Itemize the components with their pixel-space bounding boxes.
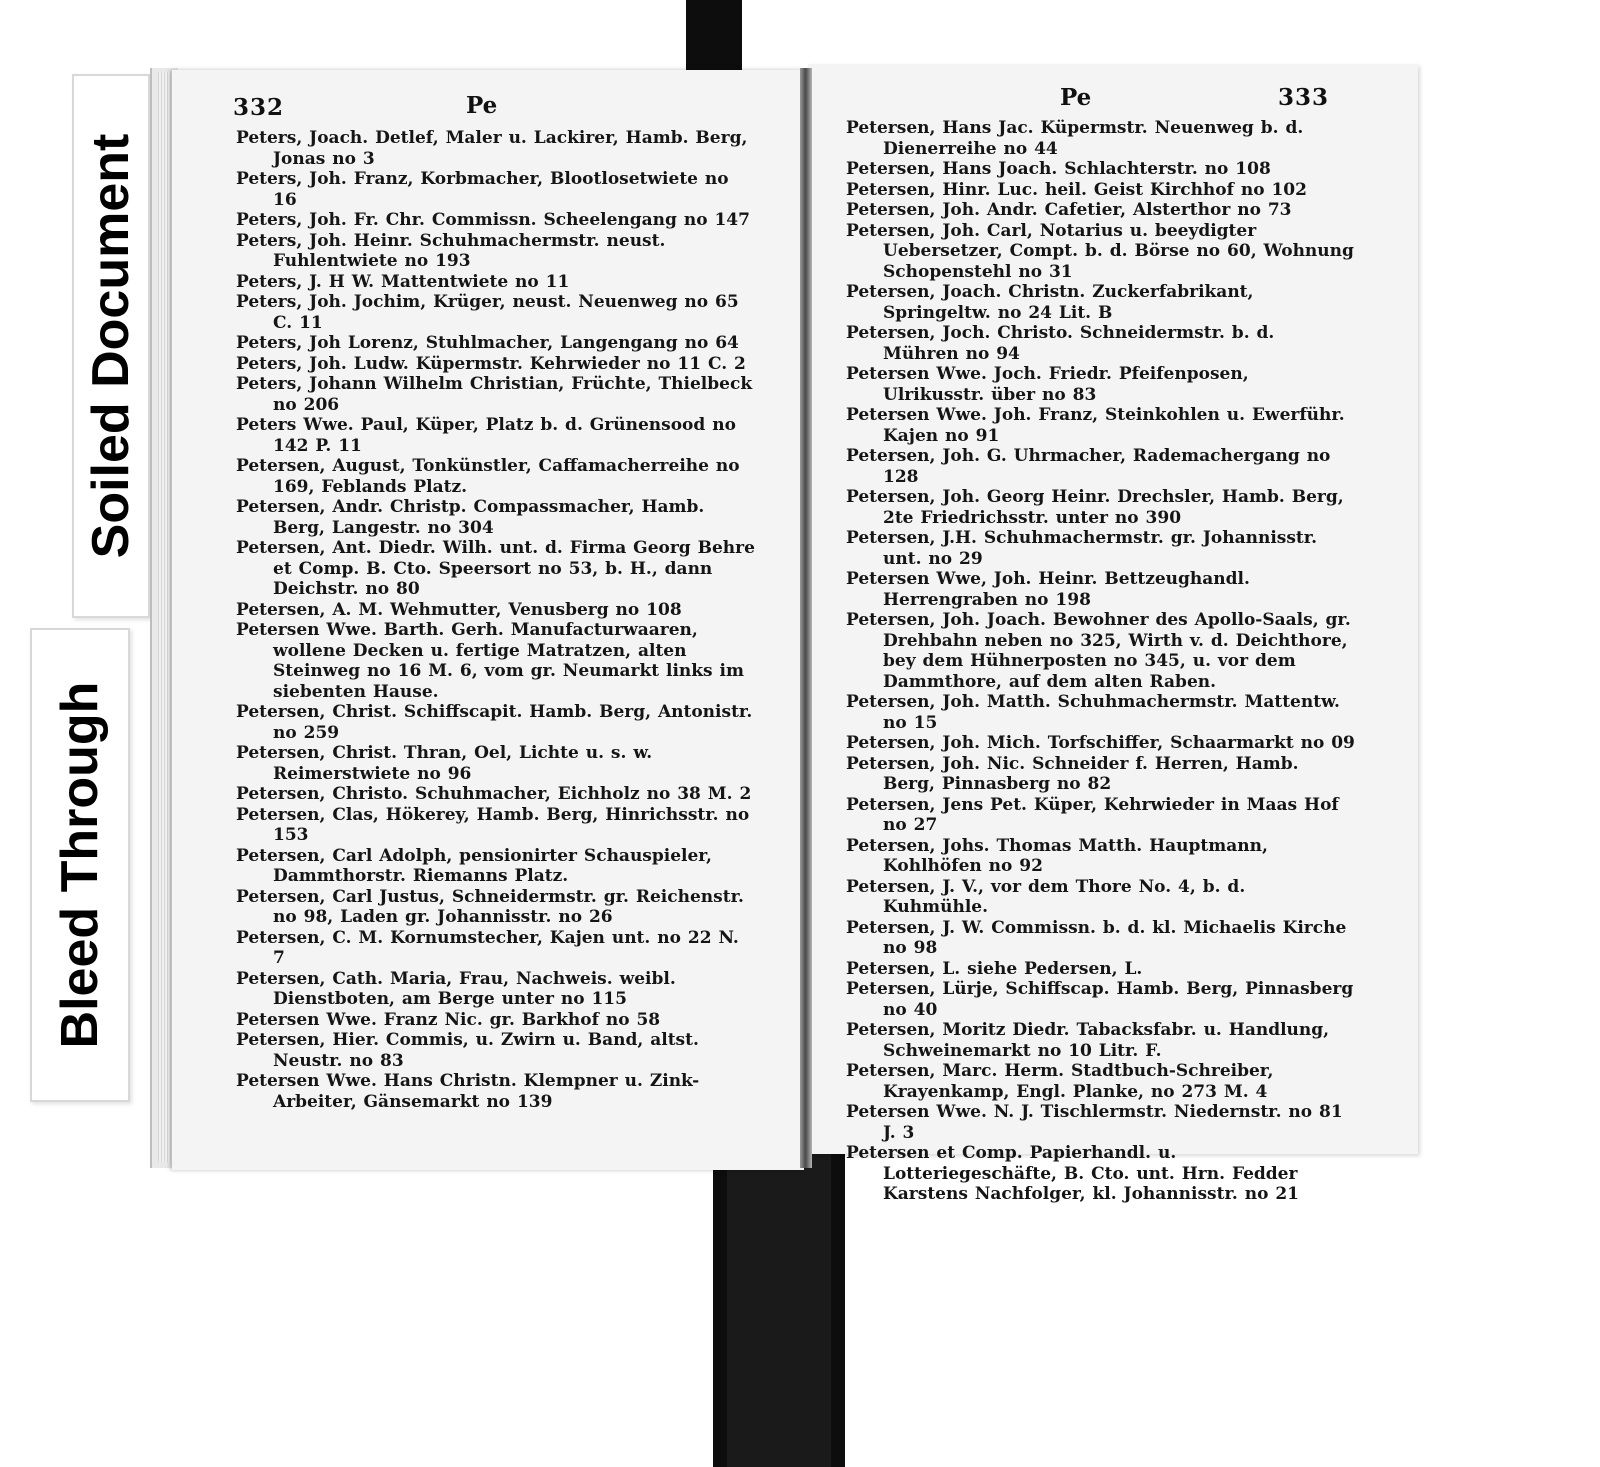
left-page-entries — [236, 128, 756, 1112]
directory-entry: Petersen, Hans Jac. Küpermstr. Neuenweg b. d. Dienerreihe no 44 — [846, 118, 1304, 159]
directory-entry: Peters, Johann Wilhelm Christian, Früchte, Thielbeck no 206 — [236, 374, 753, 415]
bleed-through-label — [30, 628, 130, 1102]
directory-entry: Petersen, Marc. Herm. Stadtbuch-Schreiber, Krayenkamp, Engl. Planke, no 273 M. 4 — [846, 1061, 1274, 1102]
directory-entry: Petersen, Joh. Nic. Schneider f. Herren, Hamb. Berg, Pinnasberg no 82 — [846, 753, 1299, 794]
soiled-document-label — [72, 74, 150, 618]
directory-entry: Petersen, Jens Pet. Küper, Kehrwieder in Maas Hof no 27 — [846, 794, 1339, 835]
directory-entry: Petersen, Carl Justus, Schneidermstr. gr. Reichenstr. no 98, Laden gr. Johannisstr. no 26 — [236, 886, 744, 927]
directory-entry: Petersen Wwe. Joh. Franz, Steinkohlen u. Ewerführ. Kajen no 91 — [846, 405, 1345, 446]
directory-entry: Petersen, Joh. G. Uhrmacher, Rademachergang no 128 — [846, 446, 1331, 487]
directory-entry: Peters, Joh. Ludw. Küpermstr. Kehrwieder no 11 C. 2 — [236, 353, 746, 374]
directory-entry: Petersen, Joh. Carl, Notarius u. beeydigter Uebersetzer, Compt. b. d. Börse no 60, Wohnung Schopenstehl no 31 — [846, 220, 1354, 282]
directory-entry: Petersen, Joh. Matth. Schuhmachermstr. Mattentw. no 15 — [846, 692, 1340, 733]
left-page-number: 332 — [233, 94, 285, 121]
directory-entry: Petersen, Clas, Hökerey, Hamb. Berg, Hinrichsstr. no 153 — [236, 804, 750, 845]
soiled-document-label-text: Soiled Document — [82, 133, 140, 559]
book-page-edges-lines — [158, 72, 172, 1162]
bleed-through-label-text: Bleed Through — [51, 681, 109, 1049]
directory-entry: Petersen, Andr. Christp. Compassmacher, Hamb. Berg, Langestr. no 304 — [236, 497, 705, 538]
directory-entry: Petersen Wwe. Barth. Gerh. Manufacturwaaren, wollene Decken u. fertige Matratzen, alten Steinweg no 16 M. 6, vom gr. Neumarkt links im siebenten Hause. — [236, 620, 744, 702]
directory-entry: Peters, Joh. Fr. Chr. Commissn. Scheelengang no 147 — [236, 210, 750, 230]
directory-entry: Petersen, Joh. Joach. Bewohner des Apollo-Saals, gr. Drehbahn neben no 325, Wirth v. d. Deichthore, bey dem Hühnerposten no 345, u. vor dem Dammthore, auf dem alten Raben. — [846, 610, 1351, 692]
directory-entry: Petersen Wwe. Franz Nic. gr. Barkhof no 58 — [236, 1009, 661, 1030]
directory-entry: Peters Wwe. Paul, Küper, Platz b. d. Grünensood no 142 P. 11 — [236, 415, 736, 456]
directory-entry: Petersen, Moritz Diedr. Tabacksfabr. u. Handlung, Schweinemarkt no 10 Litr. F. — [846, 1020, 1330, 1061]
directory-entry: Petersen, Christ. Thran, Oel, Lichte u. s. w. Reimerstwiete no 96 — [236, 743, 653, 784]
directory-entry: Petersen, Christ. Schiffscapit. Hamb. Berg, Antonistr. no 259 — [236, 702, 753, 743]
directory-entry: Petersen, Joh. Mich. Torfschiffer, Schaarmarkt no 09 — [846, 733, 1355, 753]
left-page-header: Pe — [466, 92, 498, 119]
directory-entry: Petersen, A. M. Wehmutter, Venusberg no 108 — [236, 599, 682, 620]
directory-entry: Petersen Wwe, Joh. Heinr. Bettzeughandl. Herrengraben no 198 — [846, 569, 1250, 610]
directory-entry: Peters, Joh. Jochim, Krüger, neust. Neuenweg no 65 C. 11 — [236, 292, 739, 333]
directory-entry: Peters, Joh. Franz, Korbmacher, Blootlosetwiete no 16 — [236, 169, 729, 210]
directory-entry: Petersen, Joch. Christo. Schneidermstr. b. d. Mühren no 94 — [846, 323, 1275, 364]
directory-entry: Petersen, Joh. Andr. Cafetier, Alsterthor no 73 — [846, 200, 1292, 220]
directory-entry: Petersen Wwe. N. J. Tischlermstr. Niedernstr. no 81 J. 3 — [846, 1102, 1343, 1143]
directory-entry: Petersen, L. siehe Pedersen, L. — [846, 958, 1143, 979]
scanner-strip-top — [686, 0, 742, 72]
directory-entry: Petersen, Hans Joach. Schlachterstr. no 108 — [846, 159, 1271, 179]
right-page-number: 333 — [1278, 84, 1330, 111]
directory-entry: Petersen Wwe. Hans Christn. Klempner u. Zink-Arbeiter, Gänsemarkt no 139 — [236, 1071, 700, 1112]
directory-entry: Petersen, Hinr. Luc. heil. Geist Kirchhof no 102 — [846, 179, 1307, 200]
right-page-entries — [846, 118, 1356, 1205]
directory-entry: Petersen, Lürje, Schiffscap. Hamb. Berg, Pinnasberg no 40 — [846, 979, 1354, 1020]
directory-entry: Petersen et Comp. Papierhandl. u. Lotteriegeschäfte, B. Cto. unt. Hrn. Fedder Karstens Nachfolger, kl. Johannisstr. no 21 — [846, 1143, 1299, 1204]
directory-entry: Petersen, J. V., vor dem Thore No. 4, b. d. Kuhmühle. — [846, 876, 1246, 917]
directory-entry: Petersen, Joach. Christn. Zuckerfabrikant, Springeltw. no 24 Lit. B — [846, 282, 1254, 323]
directory-entry: Petersen, Christo. Schuhmacher, Eichholz no 38 M. 2 — [236, 784, 752, 804]
directory-entry: Peters, J. H W. Mattentwiete no 11 — [236, 271, 570, 292]
right-page-header: Pe — [1060, 84, 1092, 111]
directory-entry: Petersen, Cath. Maria, Frau, Nachweis. weibl. Dienstboten, am Berge unter no 115 — [236, 968, 676, 1009]
directory-entry: Peters, Joh. Heinr. Schuhmachermstr. neust. Fuhlentwiete no 193 — [236, 230, 666, 271]
directory-entry: Petersen, C. M. Kornumstecher, Kajen unt. no 22 N. 7 — [236, 927, 739, 968]
directory-entry: Peters, Joh Lorenz, Stuhlmacher, Langengang no 64 — [236, 333, 739, 353]
directory-entry: Petersen, August, Tonkünstler, Caffamacherreihe no 169, Feblands Platz. — [236, 456, 740, 497]
directory-entry: Petersen, J. W. Commissn. b. d. kl. Michaelis Kirche no 98 — [846, 917, 1347, 958]
directory-entry: Petersen Wwe. Joch. Friedr. Pfeifenposen, Ulrikusstr. über no 83 — [846, 364, 1249, 405]
directory-entry: Petersen, Carl Adolph, pensionirter Schauspieler, Dammthorstr. Riemanns Platz. — [236, 845, 712, 886]
directory-entry: Petersen, Ant. Diedr. Wilh. unt. d. Firma Georg Behre et Comp. B. Cto. Speersort no 53, b. H., dann Deichstr. no 80 — [236, 538, 755, 599]
directory-entry: Petersen, Joh. Georg Heinr. Drechsler, Hamb. Berg, 2te Friedrichsstr. unter no 390 — [846, 487, 1344, 528]
directory-entry: Petersen, Hier. Commis, u. Zwirn u. Band, altst. Neustr. no 83 — [236, 1030, 699, 1071]
book-gutter — [800, 68, 812, 1168]
scanner-strip-bottom-inner — [727, 1150, 831, 1467]
directory-entry: Petersen, Johs. Thomas Matth. Hauptmann, Kohlhöfen no 92 — [846, 835, 1268, 876]
directory-entry: Petersen, J.H. Schuhmachermstr. gr. Johannisstr. unt. no 29 — [846, 528, 1318, 569]
directory-entry: Peters, Joach. Detlef, Maler u. Lackirer, Hamb. Berg, Jonas no 3 — [236, 128, 748, 169]
